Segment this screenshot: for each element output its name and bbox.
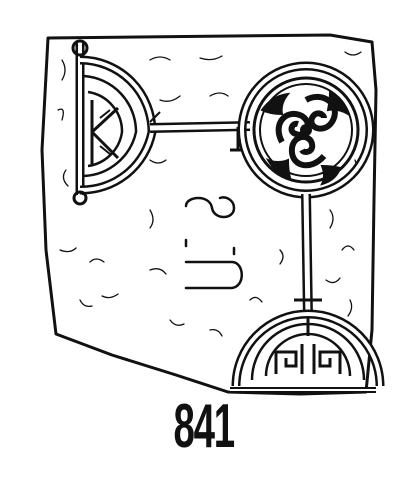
catalog-number: 841 bbox=[173, 392, 234, 461]
right-roundel bbox=[242, 66, 370, 194]
